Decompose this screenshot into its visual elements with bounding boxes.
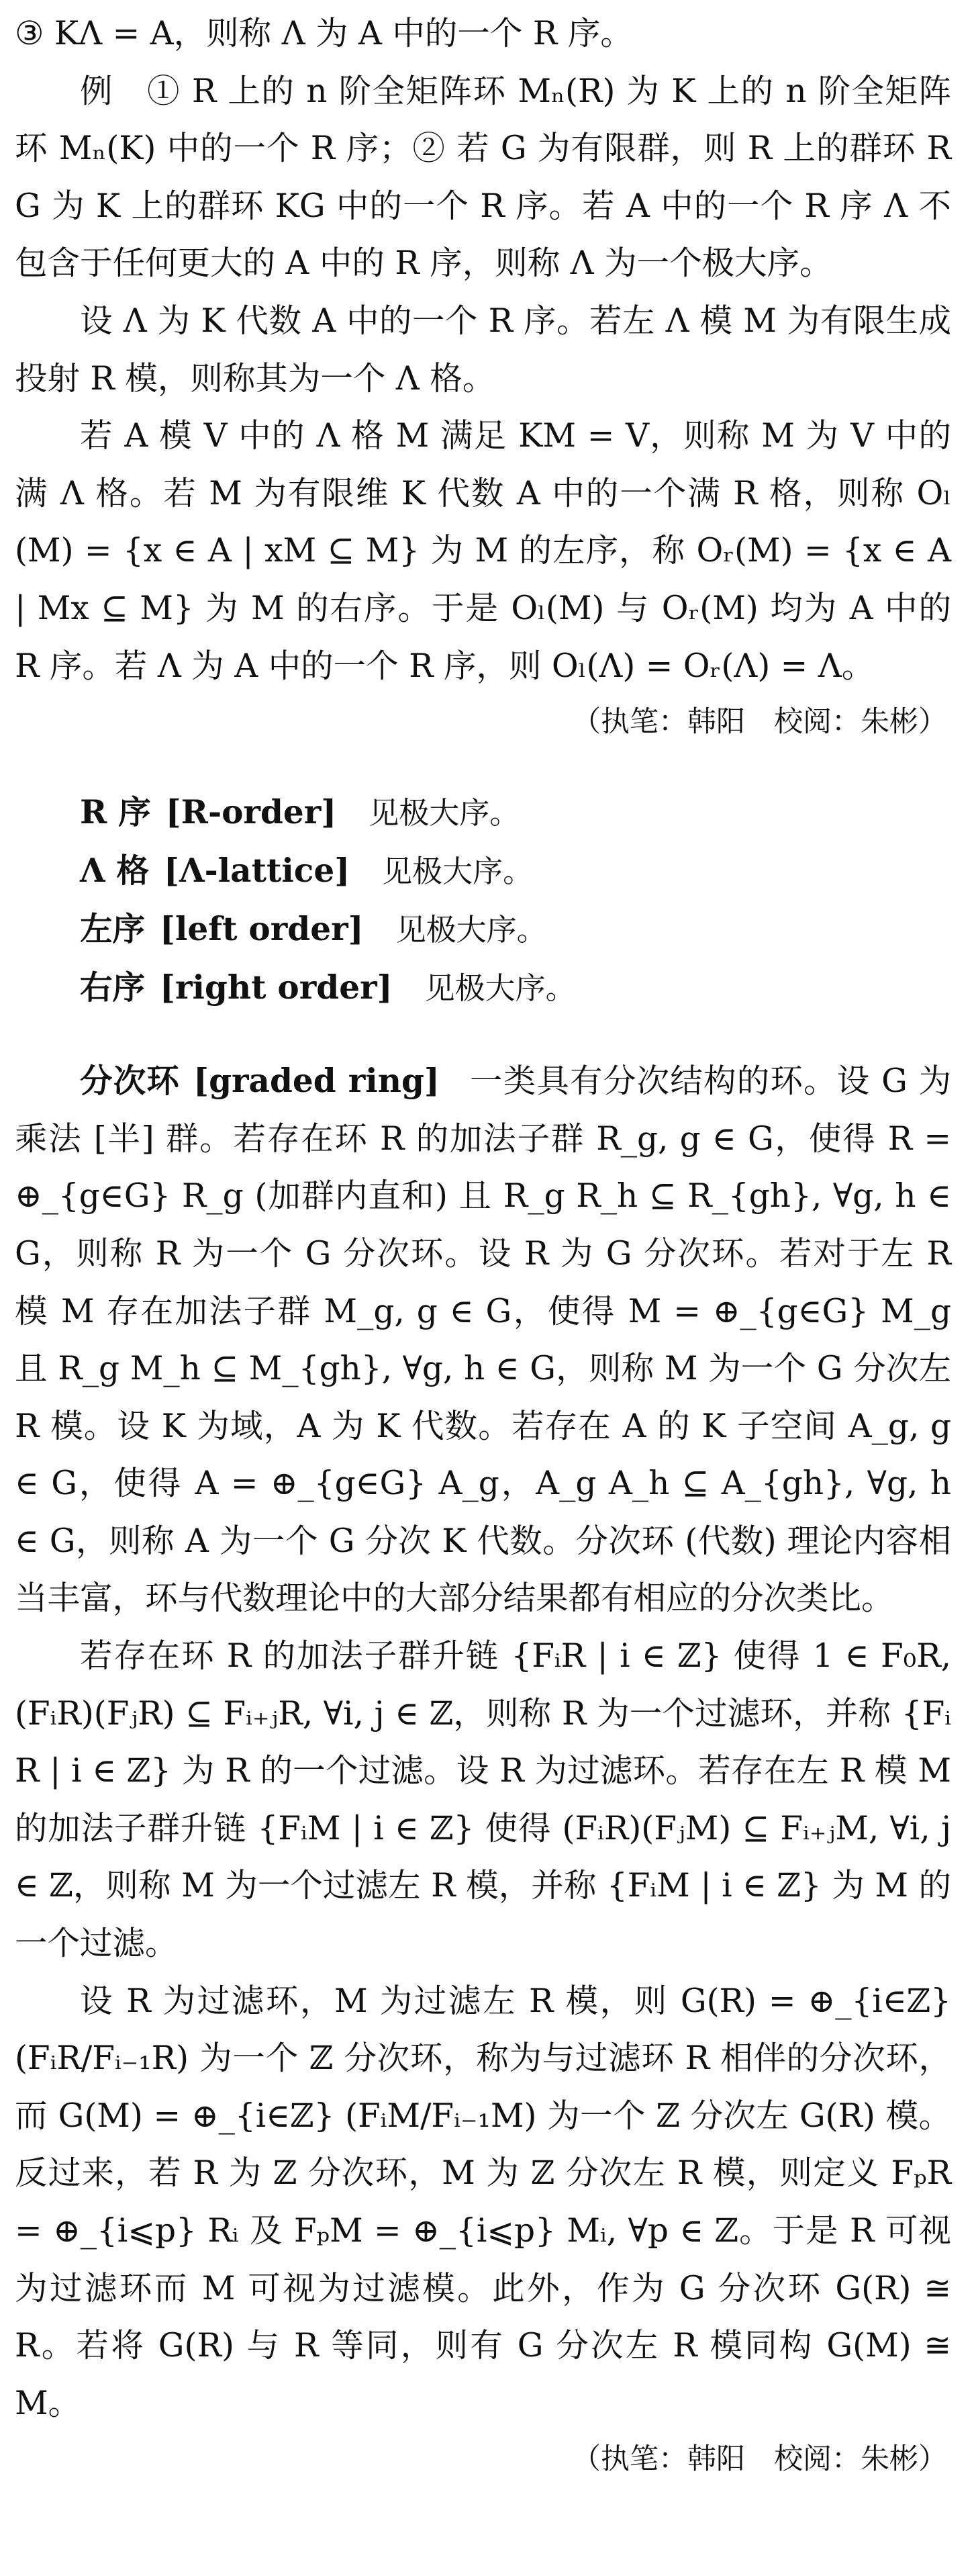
entry-reference: 见极大序。 — [395, 912, 547, 948]
headword: 分次环 — [80, 1062, 181, 1101]
entry-term: Λ 格 — [80, 852, 150, 890]
full-lattice-and-orders: 若 A 模 V 中的 Λ 格 M 满足 KM = V，则称 M 为 V 中的满 Λ 格。若 M 为有限维 K 代数 A 中的一个满 R 格，则称 Oₗ(M) = {x ∈ A | xM ⊆ M} 为 M 的左序，称 Oᵣ(M) = {x ∈ A | Mx ⊆ M} 为 M 的右序。于是 Oₗ(M) 与 Oᵣ(M) 均为 A 中的 R 序。若 Λ 为 A 中的一个 R 序，则 Oₗ(Λ) = Oᵣ(Λ) = Λ。 — [15, 417, 951, 685]
document-page — [15, 5, 951, 2486]
graded-ring-definition — [15, 1052, 951, 1628]
entry-reference: 见极大序。 — [424, 970, 576, 1007]
entry-term: 右序 — [80, 968, 146, 1007]
entry-reference: 见极大序。 — [382, 854, 534, 890]
entry-english: [left order] — [160, 910, 364, 949]
entry-reference: 见极大序。 — [369, 795, 520, 831]
entry-term: 左序 — [80, 910, 146, 949]
r-order-clause-3: ③ KΛ = A，则称 Λ 为 A 中的一个 R 序。 — [15, 15, 633, 52]
signature-1: （执笔：韩阳 校阅：朱彬） — [572, 705, 947, 739]
spacer — [15, 1017, 951, 1052]
associated-graded-ring: 设 R 为过滤环，M 为过滤左 R 模，则 G(R) = ⊕_{i∈ℤ} (FᵢR/Fᵢ₋₁R) 为一个 ℤ 分次环，称为与过滤环 R 相伴的分次环，而 G(M) = ⊕_{i∈ℤ} (FᵢM/Fᵢ₋₁M) 为一个 ℤ 分次左 G(R) 模。反过来，若 R 为 ℤ 分次环，M 为 ℤ 分次左 R 模，则定义 FₚR = ⊕_{i⩽p} Rᵢ 及 FₚM = ⊕_{i⩽p} Mᵢ, ∀p ∈ ℤ。于是 R 可视为过滤环而 M 可视为过滤模。此外，作为 G 分次环 G(R) ≅ R。若将 G(R) 与 R 等同，则有 G 分次左 R 模同构 G(M) ≅ M。 — [15, 1982, 951, 2422]
lambda-lattice-definition: 设 Λ 为 K 代数 A 中的一个 R 序。若左 Λ 模 M 为有限生成投射 R 模，则称其为一个 Λ 格。 — [15, 302, 951, 398]
signature-2: （执笔：韩阳 校阅：朱彬） — [572, 2442, 947, 2477]
entry-term: R 序 — [80, 793, 151, 832]
graded-ring-body: 一类具有分次结构的环。设 G 为乘法 [半] 群。若存在环 R 的加法子群 R_g, g ∈ G，使得 R = ⊕_{g∈G} R_g (加群内直和) 且 R_g R_h ⊆ R_{gh}, ∀g, h ∈ G，则称 R 为一个 G 分次环。设 R 为 G 分次环。若对于左 R 模 M 存在加法子群 M_g, g ∈ G，使得 M = ⊕_{g∈G} M_g 且 R_g M_h ⊆ M_{gh}, ∀g, h ∈ G，则称 M 为一个 G 分次左 R 模。设 K 为域，A 为 K 代数。若存在 A 的 K 子空间 A_g, g ∈ G，使得 A = ⊕_{g∈G} A_g，A_g A_h ⊆ A_{gh}, ∀g, h ∈ G，则称 A 为一个 G 分次 K 代数。分次环 (代数) 理论内容相当丰富，环与代数理论中的大部分结果都有相应的分次类比。 — [15, 1062, 951, 1618]
entry-right-order — [80, 959, 951, 1017]
headword-english: [graded ring] — [193, 1062, 440, 1101]
entry-left-order — [80, 901, 951, 959]
r-order-example: 例 ① R 上的 n 阶全矩阵环 Mₙ(R) 为 K 上的 n 阶全矩阵环 Mₙ(K) 中的一个 R 序；② 若 G 为有限群，则 R 上的群环 RG 为 K 上的群环 KG 中的一个 R 序。若 A 中的一个 R 序 Λ 不包含于任何更大的 A 中的 R 序，则称 Λ 为一个极大序。 — [15, 72, 951, 283]
entry-r-order — [80, 784, 951, 842]
filtered-ring-definition: 若存在环 R 的加法子群升链 {FᵢR | i ∈ ℤ} 使得 1 ∈ F₀R, (FᵢR)(FⱼR) ⊆ Fᵢ₊ⱼR, ∀i, j ∈ ℤ，则称 R 为一个过滤环，并称 {FᵢR | i ∈ ℤ} 为 R 的一个过滤。设 R 为过滤环。若存在左 R 模 M 的加法子群升链 {FᵢM | i ∈ ℤ} 使得 (FᵢR)(FⱼM) ⊆ Fᵢ₊ⱼM, ∀i, j ∈ ℤ，则称 M 为一个过滤左 R 模，并称 {FᵢM | i ∈ ℤ} 为 M 的一个过滤。 — [15, 1637, 951, 1963]
entry-english: [Λ-lattice] — [164, 852, 350, 890]
entry-lambda-lattice — [80, 842, 951, 901]
entry-english: [R-order] — [165, 793, 337, 832]
entry-english: [right order] — [160, 968, 393, 1007]
spacer — [15, 749, 951, 784]
cross-reference-list — [15, 784, 951, 1017]
